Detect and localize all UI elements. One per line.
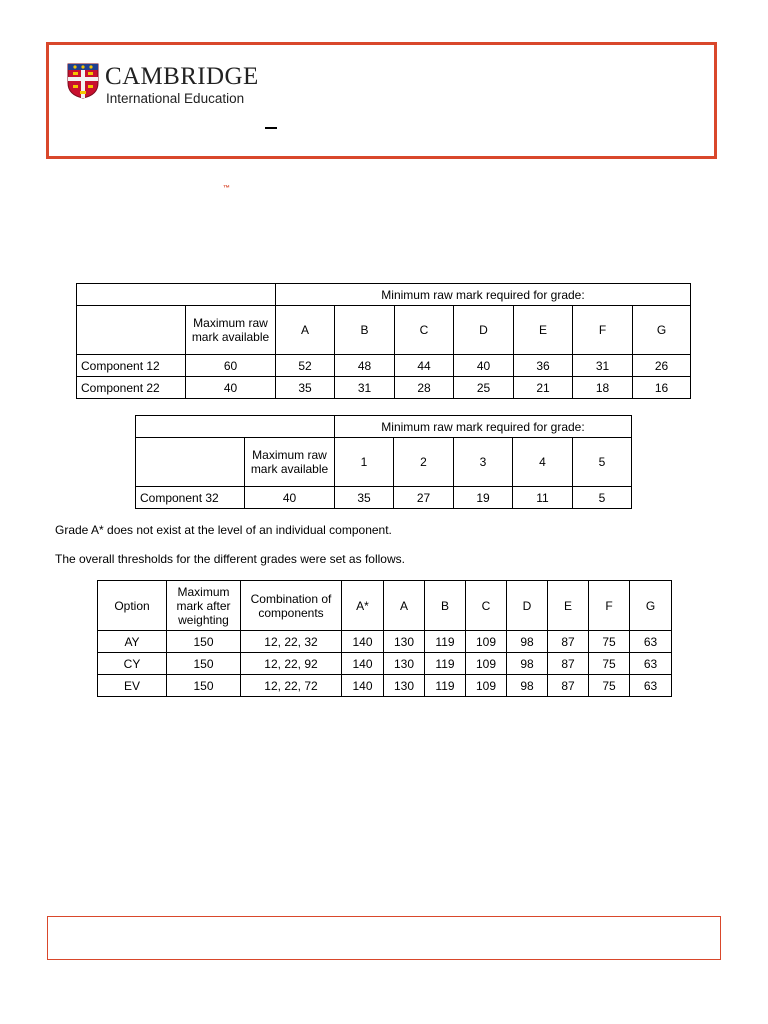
header-box [46, 42, 717, 159]
grade-mark: 109 [466, 675, 507, 697]
max-mark: 150 [167, 675, 241, 697]
grade-header: G [633, 306, 691, 355]
grade-header: 2 [394, 438, 454, 487]
grade-header: G [630, 581, 672, 631]
table-blank-cell [77, 284, 276, 306]
table-row [98, 675, 672, 697]
grade-header: F [573, 306, 633, 355]
option-code: AY [98, 631, 167, 653]
component-combination: 12, 22, 92 [241, 653, 342, 675]
grade-header: E [548, 581, 589, 631]
component-thresholds-table [76, 283, 691, 399]
grade-mark: 5 [573, 487, 632, 509]
max-mark-header: Maximum raw mark available [186, 306, 276, 355]
grade-header: 5 [573, 438, 632, 487]
max-mark: 40 [186, 377, 276, 399]
grade-mark: 140 [342, 675, 384, 697]
grade-mark: 31 [573, 355, 633, 377]
grade-header: D [507, 581, 548, 631]
grade-mark: 40 [454, 355, 514, 377]
table-blank-cell [136, 438, 245, 487]
grade-mark: 119 [425, 675, 466, 697]
grade-mark: 130 [384, 653, 425, 675]
max-mark-header: Maximum raw mark available [245, 438, 335, 487]
grade-mark: 28 [395, 377, 454, 399]
grade-header: A [276, 306, 335, 355]
component-name: Component 22 [77, 377, 186, 399]
grade-mark: 130 [384, 631, 425, 653]
grade-mark: 63 [630, 675, 672, 697]
max-mark: 40 [245, 487, 335, 509]
cambridge-logo [67, 63, 259, 107]
brand-subtitle: International Education [106, 91, 245, 106]
grade-mark: 36 [514, 355, 573, 377]
grade-mark: 87 [548, 631, 589, 653]
grade-mark: 25 [454, 377, 514, 399]
component-name: Component 12 [77, 355, 186, 377]
grade-mark: 16 [633, 377, 691, 399]
grade-mark: 26 [633, 355, 691, 377]
table-blank-cell [77, 306, 186, 355]
grade-mark: 75 [589, 631, 630, 653]
grade-mark: 87 [548, 653, 589, 675]
header-dash [265, 127, 277, 129]
grade-header: C [466, 581, 507, 631]
grade-header: C [395, 306, 454, 355]
grade-mark: 140 [342, 653, 384, 675]
overall-note: The overall thresholds for the different grades were set as follows. [55, 552, 405, 566]
grade-mark: 75 [589, 653, 630, 675]
grade-mark: 48 [335, 355, 395, 377]
astar-note: Grade A* does not exist at the level of an individual component. [55, 523, 392, 537]
table-row [77, 377, 691, 399]
crest-icon [67, 63, 99, 99]
grade-header: F [589, 581, 630, 631]
trademark-mark: ™ [223, 185, 230, 192]
component-combination: 12, 22, 72 [241, 675, 342, 697]
group-header: Minimum raw mark required for grade: [335, 416, 632, 438]
footer-box [47, 916, 721, 960]
component32-thresholds-table [135, 415, 632, 509]
overall-thresholds-table [97, 580, 672, 697]
grade-mark: 75 [589, 675, 630, 697]
grade-mark: 98 [507, 653, 548, 675]
option-code: EV [98, 675, 167, 697]
option-code: CY [98, 653, 167, 675]
combination-header: Combination of components [241, 581, 342, 631]
grade-mark: 98 [507, 675, 548, 697]
table-row [136, 487, 632, 509]
grade-header: E [514, 306, 573, 355]
group-header: Minimum raw mark required for grade: [276, 284, 691, 306]
grade-mark: 63 [630, 653, 672, 675]
grade-header: B [335, 306, 395, 355]
grade-mark: 87 [548, 675, 589, 697]
component-name: Component 32 [136, 487, 245, 509]
grade-mark: 21 [514, 377, 573, 399]
grade-mark: 11 [513, 487, 573, 509]
grade-mark: 35 [276, 377, 335, 399]
grade-mark: 119 [425, 631, 466, 653]
grade-header: 4 [513, 438, 573, 487]
brand-name: CAMBRIDGE [105, 63, 259, 90]
grade-mark: 18 [573, 377, 633, 399]
grade-mark: 35 [335, 487, 394, 509]
grade-mark: 119 [425, 653, 466, 675]
max-mark: 150 [167, 631, 241, 653]
table-row [98, 631, 672, 653]
grade-mark: 52 [276, 355, 335, 377]
table-blank-cell [136, 416, 335, 438]
grade-mark: 44 [395, 355, 454, 377]
grade-mark: 27 [394, 487, 454, 509]
grade-mark: 109 [466, 653, 507, 675]
grade-mark: 140 [342, 631, 384, 653]
grade-header: 1 [335, 438, 394, 487]
max-mark: 150 [167, 653, 241, 675]
grade-mark: 98 [507, 631, 548, 653]
table-row [98, 653, 672, 675]
grade-header: 3 [454, 438, 513, 487]
grade-header: B [425, 581, 466, 631]
grade-mark: 109 [466, 631, 507, 653]
grade-mark: 130 [384, 675, 425, 697]
max-mark: 60 [186, 355, 276, 377]
grade-mark: 31 [335, 377, 395, 399]
grade-mark: 63 [630, 631, 672, 653]
grade-mark: 19 [454, 487, 513, 509]
component-combination: 12, 22, 32 [241, 631, 342, 653]
max-weight-header: Maximum mark after weighting [167, 581, 241, 631]
grade-header: A [384, 581, 425, 631]
table-row [77, 355, 691, 377]
grade-header: A* [342, 581, 384, 631]
option-header: Option [98, 581, 167, 631]
grade-header: D [454, 306, 514, 355]
